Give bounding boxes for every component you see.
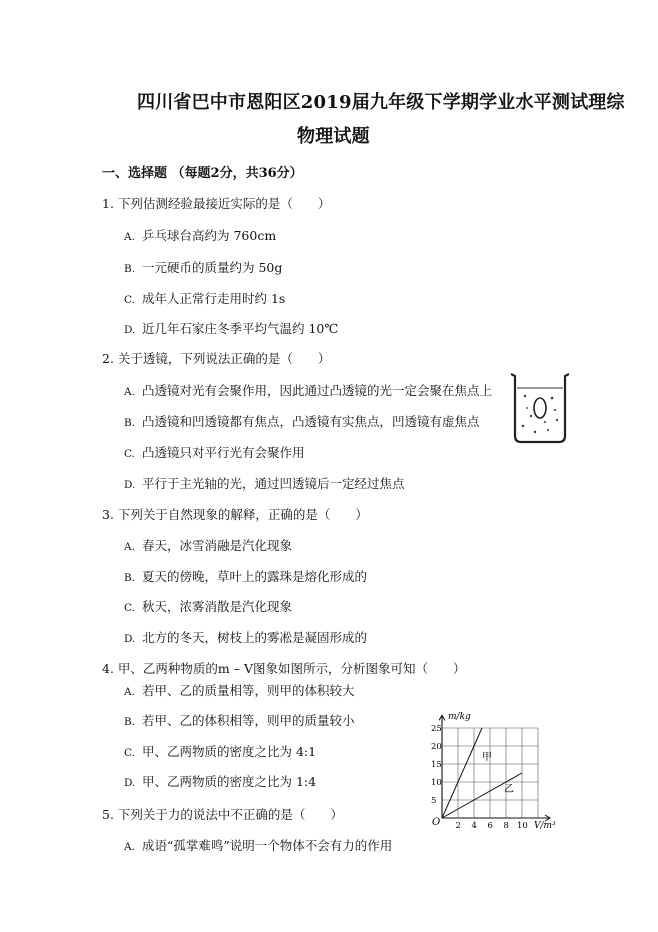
option-label: A. — [124, 686, 135, 698]
question-4-option-c — [124, 742, 316, 760]
option-label: A. — [124, 231, 135, 243]
x-tick-label: 10 — [517, 821, 528, 831]
question-4-option-d — [124, 772, 316, 790]
option-label: C. — [124, 602, 135, 614]
option-label: A. — [124, 541, 135, 553]
graph-x-axis-label: V/m³ — [534, 821, 556, 831]
y-tick-label: 25 — [431, 724, 442, 734]
question-2-stem: 2. 关于透镜，下列说法正确的是（ ） — [102, 351, 331, 366]
graph-series-jia-label: 甲 — [482, 752, 492, 763]
question-1-option-a — [124, 226, 276, 244]
option-text: 平行于主光轴的光，通过凹透镜后一定经过焦点 — [142, 476, 405, 491]
option-label: C. — [124, 294, 135, 306]
option-label: C. — [124, 448, 135, 460]
y-tick-label: 5 — [431, 796, 437, 806]
option-text: 成年人正常行走用时约 1s — [142, 291, 286, 306]
question-3-stem: 3. 下列关于自然现象的解释，正确的是（ ） — [102, 507, 368, 522]
option-text: 乒乓球台高约为 760cm — [142, 228, 277, 243]
question-1-option-b — [124, 258, 282, 276]
x-tick-label: 8 — [503, 821, 509, 831]
option-text: 凸透镜只对平行光有会聚作用 — [142, 445, 305, 460]
graph-axes — [439, 715, 550, 821]
x-tick-label: 4 — [471, 821, 477, 831]
mass-volume-graph — [420, 708, 560, 832]
graph-y-axis-label: m/kg — [448, 712, 471, 722]
question-4-option-a — [124, 681, 355, 699]
question-2-option-d — [124, 474, 405, 492]
question-5-option-a — [124, 836, 392, 854]
question-4-option-b — [124, 711, 355, 729]
graph-series-lines — [442, 728, 522, 818]
question-4-stem: 4. 甲、乙两种物质的m – V图象如图所示，分析图象可知（ ） — [102, 661, 466, 676]
question-2-option-b — [124, 412, 480, 430]
series-yi-line — [442, 773, 522, 818]
y-tick-label: 15 — [431, 760, 442, 770]
option-text: 秋天，浓雾消散是汽化现象 — [142, 599, 293, 614]
question-1-option-d — [124, 319, 338, 337]
question-3-option-b — [124, 567, 367, 585]
section-heading: 一、选择题 （每题2分，共36分） — [102, 166, 303, 181]
option-label: A. — [124, 386, 135, 398]
question-5-stem: 5. 下列关于力的说法中不正确的是（ ） — [102, 807, 343, 822]
option-text: 夏天的傍晚，草叶上的露珠是熔化形成的 — [142, 569, 368, 584]
question-3-option-d — [124, 628, 367, 646]
option-text: 甲、乙两物质的密度之比为 1:4 — [142, 774, 317, 789]
x-tick-label: 6 — [487, 821, 493, 831]
option-text: 春天，冰雪消融是汽化现象 — [142, 538, 293, 553]
beaker-figure — [505, 368, 575, 446]
question-1-option-c — [124, 289, 285, 307]
option-text: 若甲、乙的体积相等，则甲的质量较小 — [142, 713, 355, 728]
option-label: B. — [124, 417, 136, 429]
option-label: B. — [124, 716, 136, 728]
question-3-option-a — [124, 536, 292, 554]
y-tick-label: 10 — [431, 778, 442, 788]
option-label: B. — [124, 263, 136, 275]
option-label: D. — [124, 633, 136, 645]
option-text: 北方的冬天，树枝上的雾凇是凝固形成的 — [142, 630, 368, 645]
option-text: 近几年石家庄冬季平均气温约 10℃ — [142, 321, 339, 336]
option-text: 凸透镜对光有会聚作用，因此通过凸透镜的光一定会聚在焦点上 — [142, 383, 493, 398]
question-3-option-c — [124, 597, 292, 615]
x-tick-label: 2 — [455, 821, 461, 831]
option-label: B. — [124, 572, 136, 584]
graph-grid — [442, 728, 538, 818]
graph-series-yi-label: 乙 — [504, 784, 514, 795]
question-1-stem: 1. 下列估测经验最接近实际的是（ ） — [102, 196, 331, 211]
document-subtitle: 物理试题 — [297, 126, 370, 147]
option-label: C. — [124, 747, 135, 759]
option-text: 凸透镜和凹透镜都有焦点，凸透镜有实焦点，凹透镜有虚焦点 — [142, 414, 480, 429]
option-label: D. — [124, 479, 136, 491]
option-label: A. — [124, 841, 135, 853]
question-2-option-a — [124, 381, 492, 399]
graph-origin-label: O — [432, 817, 441, 828]
option-text: 若甲、乙的质量相等，则甲的体积较大 — [142, 683, 355, 698]
question-2-option-c — [124, 443, 305, 461]
document-title: 四川省巴中市恩阳区2019届九年级下学期学业水平测试理综 — [137, 92, 625, 113]
series-jia-line — [442, 728, 482, 818]
option-label: D. — [124, 777, 136, 789]
y-tick-label: 20 — [431, 742, 442, 752]
option-label: D. — [124, 324, 136, 336]
option-text: 成语“孤掌难鸣”说明一个物体不会有力的作用 — [142, 838, 393, 853]
option-text: 甲、乙两物质的密度之比为 4:1 — [142, 744, 317, 759]
option-text: 一元硬币的质量约为 50g — [142, 260, 283, 275]
